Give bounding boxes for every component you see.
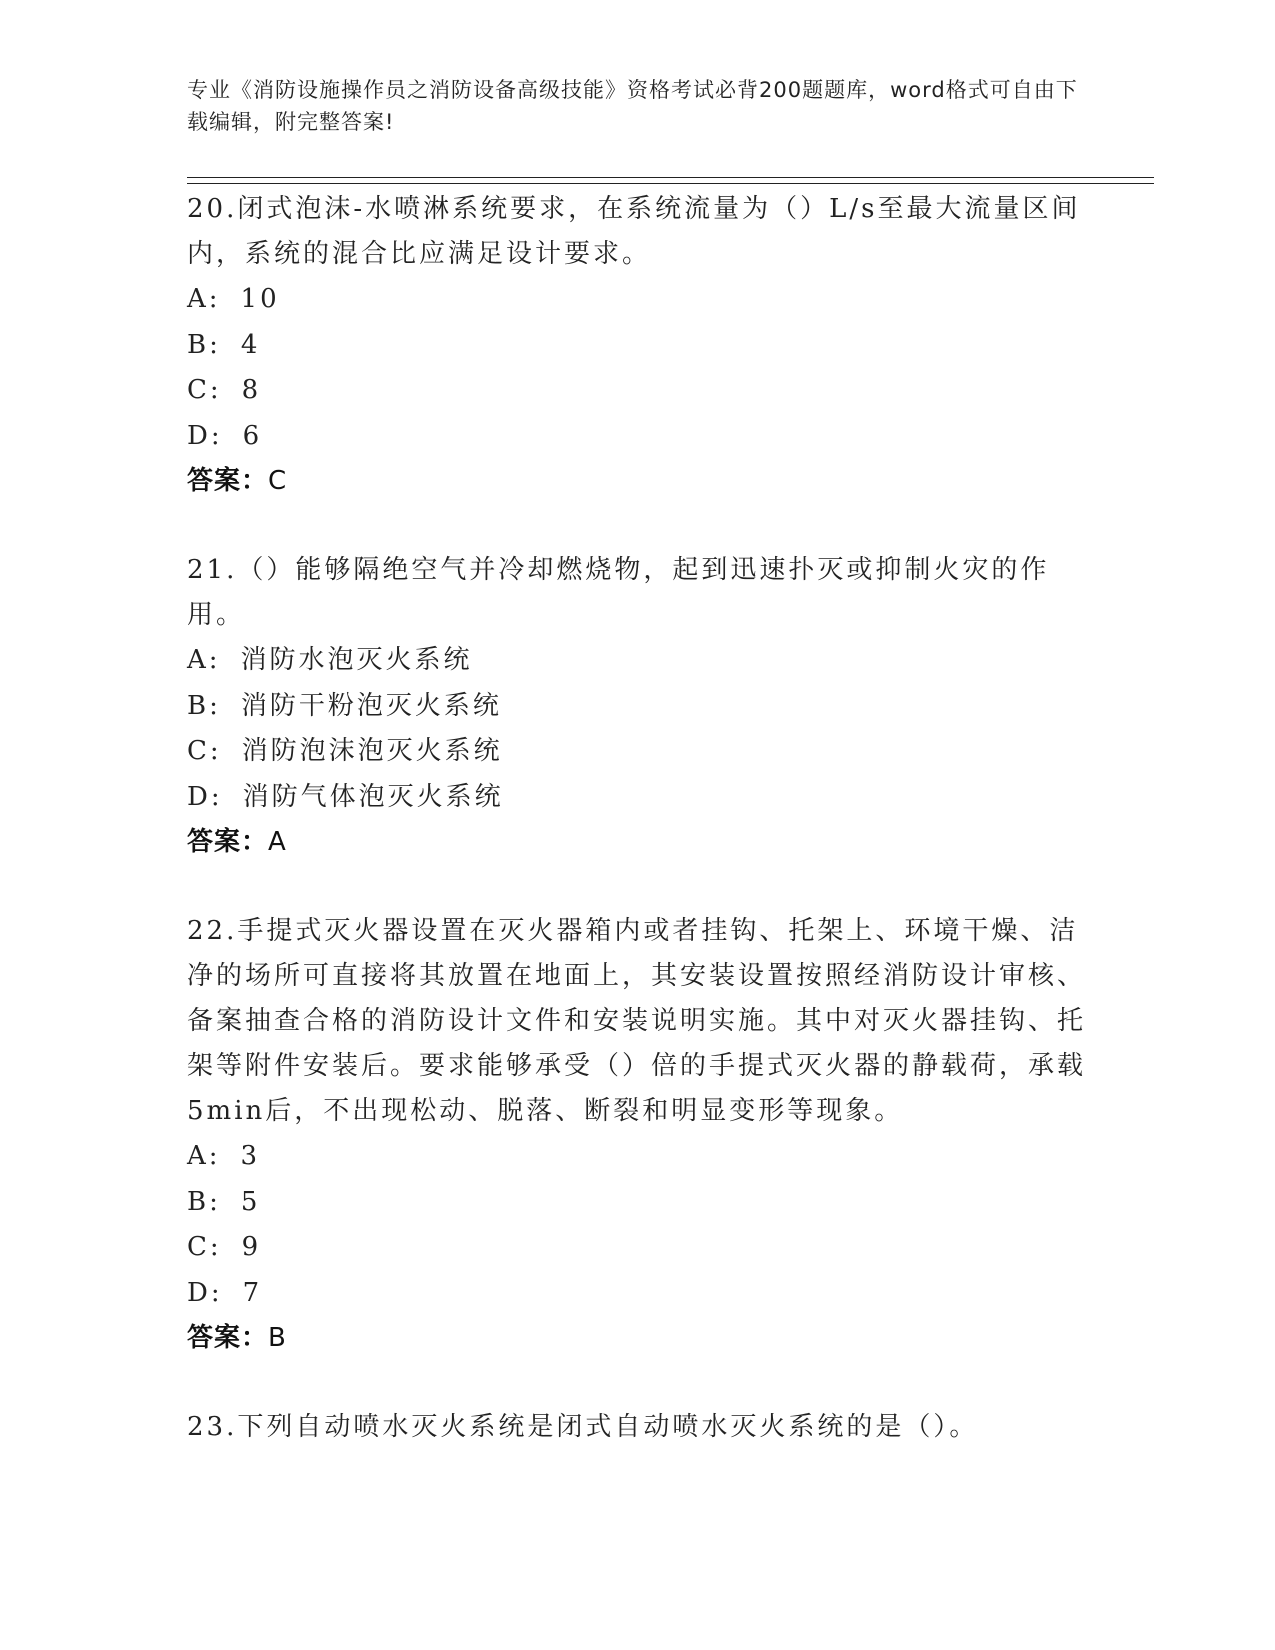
option-letter: B: bbox=[187, 1186, 221, 1217]
option-letter: C: bbox=[187, 375, 222, 405]
option-text: 3 bbox=[240, 1141, 261, 1171]
option-letter: A: bbox=[187, 284, 221, 314]
option-c bbox=[187, 1225, 1087, 1271]
option-text: 10 bbox=[240, 284, 280, 314]
option-b bbox=[187, 1180, 1087, 1226]
option-letter: A: bbox=[187, 645, 221, 675]
option-letter: C: bbox=[187, 1232, 222, 1262]
option-d bbox=[187, 1271, 1087, 1317]
option-c bbox=[187, 729, 1087, 775]
answer-line bbox=[187, 1316, 1087, 1361]
header-divider-bottom bbox=[187, 183, 1154, 184]
option-text: 消防干粉泡灭火系统 bbox=[240, 690, 502, 721]
header-divider-top bbox=[187, 177, 1154, 178]
option-d bbox=[187, 775, 1087, 821]
question-stem: 20.闭式泡沫-水喷淋系统要求，在系统流量为（）L/s至最大流量区间内，系统的混合比应满足设计要求。 bbox=[187, 194, 1081, 269]
question-stem: 23.下列自动喷水灭火系统是闭式自动喷水灭火系统的是（）。 bbox=[187, 1412, 979, 1442]
option-letter: D: bbox=[187, 1277, 223, 1308]
spacer bbox=[187, 504, 1087, 548]
option-c bbox=[187, 368, 1087, 414]
option-text: 5 bbox=[240, 1186, 261, 1217]
answer-line bbox=[187, 459, 1087, 504]
option-a bbox=[187, 638, 1087, 684]
option-b bbox=[187, 684, 1087, 730]
option-text: 4 bbox=[240, 329, 261, 360]
answer-value: A bbox=[268, 827, 287, 857]
question-23 bbox=[187, 1405, 1087, 1450]
option-b bbox=[187, 323, 1087, 369]
answer-label: 答案： bbox=[187, 1323, 269, 1353]
spacer bbox=[187, 1361, 1087, 1405]
answer-value: B bbox=[268, 1323, 287, 1353]
question-22 bbox=[187, 909, 1087, 1361]
answer-label: 答案： bbox=[187, 827, 269, 857]
option-text: 消防气体泡灭火系统 bbox=[242, 781, 504, 812]
option-letter: B: bbox=[187, 329, 221, 360]
option-letter: D: bbox=[187, 420, 223, 451]
option-a bbox=[187, 1134, 1087, 1180]
option-letter: A: bbox=[187, 1141, 221, 1171]
question-stem: 21.（）能够隔绝空气并冷却燃烧物，起到迅速扑灭或抑制火灾的作用。 bbox=[187, 555, 1050, 630]
option-text: 消防泡沫泡灭火系统 bbox=[241, 736, 503, 766]
spacer bbox=[187, 865, 1087, 909]
question-20 bbox=[187, 187, 1087, 504]
option-d bbox=[187, 414, 1087, 460]
option-letter: D: bbox=[187, 781, 223, 812]
option-text: 8 bbox=[241, 375, 262, 405]
question-list bbox=[187, 187, 1087, 1450]
option-letter: B: bbox=[187, 690, 221, 721]
option-text: 9 bbox=[241, 1232, 262, 1262]
option-letter: C: bbox=[187, 736, 222, 766]
option-text: 7 bbox=[242, 1277, 263, 1308]
question-21 bbox=[187, 548, 1087, 865]
document-header: 专业《消防设施操作员之消防设备高级技能》资格考试必背200题题库，word格式可自由下载编辑，附完整答案! bbox=[187, 78, 1078, 134]
answer-label: 答案： bbox=[187, 466, 269, 496]
question-stem: 22.手提式灭火器设置在灭火器箱内或者挂钩、托架上、环境干燥、洁净的场所可直接将其放置在地面上，其安装设置按照经消防设计审核、备案抽查合格的消防设计文件和安装说明实施。其中对灭火器挂钩、托架等附件安装后。要求能够承受（）倍的手提式灭火器的静载荷，承载5min后，不出现松动、脱落、断裂和明显变形等现象。 bbox=[187, 916, 1087, 1126]
answer-value: C bbox=[268, 466, 288, 496]
option-text: 6 bbox=[242, 420, 263, 451]
option-a bbox=[187, 277, 1087, 323]
option-text: 消防水泡灭火系统 bbox=[240, 645, 473, 675]
answer-line bbox=[187, 820, 1087, 865]
